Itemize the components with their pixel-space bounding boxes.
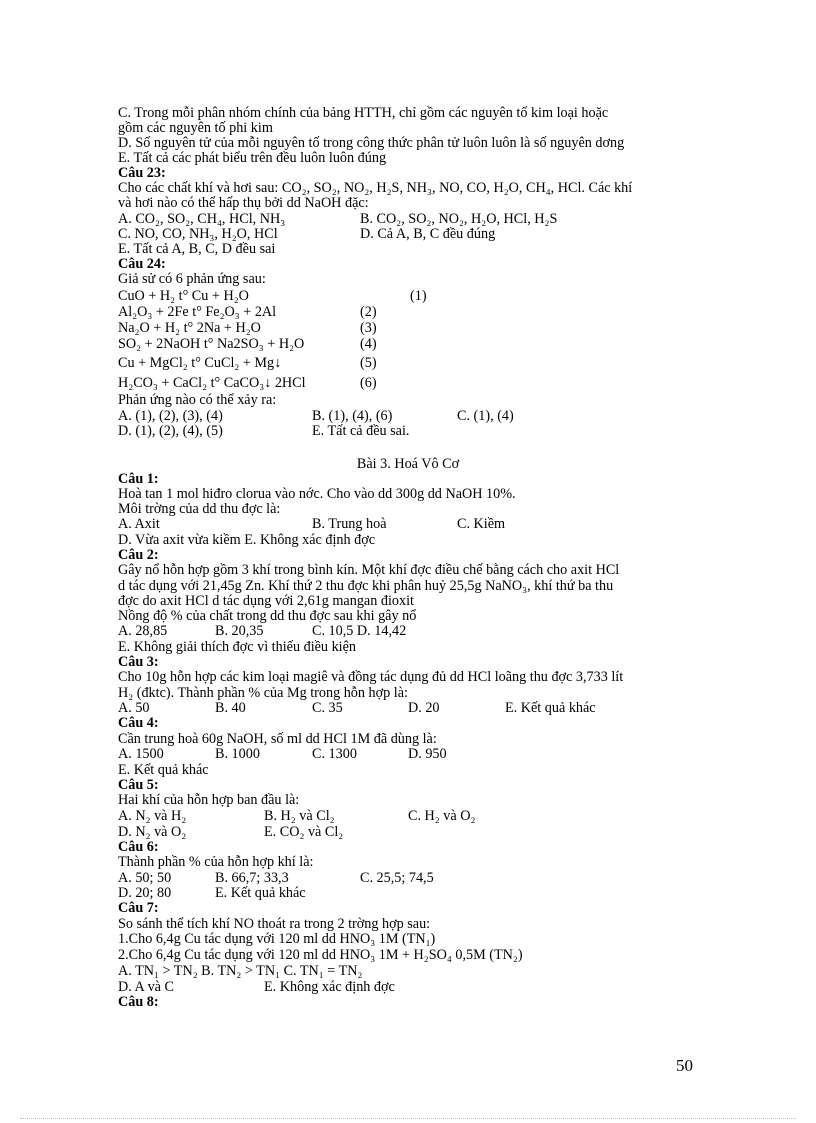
option: D. A và C	[118, 979, 174, 995]
option: E. Không giải thích đợc vì thiếu điều kiện	[118, 639, 357, 655]
reaction-number: (1)	[410, 288, 427, 304]
line: Hai khí của hỗn hợp ban đầu là:	[118, 792, 300, 808]
option: E. Kết quả khác	[118, 762, 209, 778]
option: D. 20; 80	[118, 885, 172, 901]
option: E. Tất cả đều sai.	[312, 423, 410, 439]
line: A. TN₁ > TN₂ B. TN₂ > TN₁ C. TN₁ = TN₂	[118, 963, 363, 979]
option: A. CO₂, SO₂, CH₄, HCl, NH₃	[118, 211, 286, 227]
option: C. (1), (4)	[457, 408, 514, 424]
question-heading: Câu 3:	[118, 654, 159, 670]
option: A. 50; 50	[118, 870, 172, 886]
line: Cho các chất khí và hơi sau: CO₂, SO₂, NO₂, H₂S, NH₃, NO, CO, H₂O, CH₄, HCl. Các khí	[118, 180, 633, 196]
option: B. 20,35	[215, 623, 264, 639]
question-heading: Câu 23:	[118, 165, 166, 181]
option: C. Kiềm	[457, 516, 506, 532]
option: B. H₂ và Cl₂	[264, 808, 335, 824]
question-heading: Câu 4:	[118, 715, 159, 731]
reaction: Al₂O₃ + 2Fe t° Fe₂O₃ + 2Al	[118, 304, 277, 320]
line: Cho 10g hỗn hợp các kim loại magiê và đồng tác dụng đủ dd HCl loãng thu đợc 3,733 lít	[118, 669, 624, 685]
line: Cần trung hoà 60g NaOH, số ml dd HCl 1M đã dùng là:	[118, 731, 437, 747]
option: E. Kết quả khác	[505, 700, 596, 716]
page-border	[20, 1118, 796, 1119]
reaction-number: (5)	[360, 355, 377, 371]
question-heading: Câu 7:	[118, 900, 159, 916]
line: 1.Cho 6,4g Cu tác dụng với 120 ml dd HNO₃ 1M (TN₁)	[118, 931, 436, 947]
option: A. N₂ và H₂	[118, 808, 187, 824]
option: E. Không xác định đợc	[264, 979, 395, 995]
reaction: H₂CO₃ + CaCl₂ t° CaCO₃↓ 2HCl	[118, 375, 306, 391]
line: đợc do axit HCl d tác dụng với 2,61g mangan đioxit	[118, 593, 414, 609]
option: E. Tất cả A, B, C, D đều sai	[118, 241, 276, 257]
line: So sánh thể tích khí NO thoát ra trong 2 trờng hợp sau:	[118, 916, 431, 932]
reaction-number: (6)	[360, 375, 377, 391]
option: C. 35	[312, 700, 343, 716]
line: E. Tất cả các phát biểu trên đều luôn luôn đúng	[118, 150, 387, 166]
option: D. Cả A, B, C đều đúng	[360, 226, 496, 242]
reaction-number: (2)	[360, 304, 377, 320]
question-heading: Câu 6:	[118, 839, 159, 855]
option: D. 20	[408, 700, 440, 716]
line: Hoà tan 1 mol hiđro clorua vào nớc. Cho vào dd 300g dd NaOH 10%.	[118, 486, 516, 502]
line: Gây nổ hỗn hợp gồm 3 khí trong bình kín. Một khí đợc điều chế bằng cách cho axit HCl	[118, 562, 620, 578]
option: B. (1), (4), (6)	[312, 408, 393, 424]
line: Thành phần % của hỗn hợp khí là:	[118, 854, 314, 870]
option: D. 950	[408, 746, 447, 762]
page-number: 50	[676, 1056, 693, 1075]
option: B. 66,7; 33,3	[215, 870, 289, 886]
reaction: SO₂ + 2NaOH t° Na2SO₃ + H₂O	[118, 336, 305, 352]
option: A. Axit	[118, 516, 160, 532]
reaction: Cu + MgCl₂ t° CuCl₂ + Mg↓	[118, 355, 282, 371]
line: D. Số nguyên tử của mỗi nguyên tố trong công thức phân tử luôn luôn là số nguyên dơng	[118, 135, 625, 151]
option: A. 1500	[118, 746, 164, 762]
question-heading: Câu 5:	[118, 777, 159, 793]
option: C. NO, CO, NH₃, H₂O, HCl	[118, 226, 278, 242]
reaction-number: (3)	[360, 320, 377, 336]
question-heading: Câu 2:	[118, 547, 159, 563]
option: C. H₂ và O₂	[408, 808, 476, 824]
option: A. 28,85	[118, 623, 168, 639]
option: B. 40	[215, 700, 246, 716]
option: C. 10,5 D. 14,42	[312, 623, 407, 639]
reaction: CuO + H₂ t° Cu + H₂O	[118, 288, 249, 304]
line: C. Trong mỗi phân nhóm chính của bảng HTTH, chỉ gồm các nguyên tố kim loại hoặc	[118, 105, 609, 121]
line: Giả sử có 6 phản ứng sau:	[118, 271, 266, 287]
line: gồm các nguyên tố phi kim	[118, 120, 273, 136]
option: A. 50	[118, 700, 150, 716]
option: B. Trung hoà	[312, 516, 387, 532]
reaction-number: (4)	[360, 336, 377, 352]
option: D. (1), (2), (4), (5)	[118, 423, 223, 439]
option: B. 1000	[215, 746, 260, 762]
option: C. 1300	[312, 746, 357, 762]
line: và hơi nào có thể hấp thụ bởi dd NaOH đặc:	[118, 195, 369, 211]
line: 2.Cho 6,4g Cu tác dụng với 120 ml dd HNO₃ 1M + H₂SO₄ 0,5M (TN₂)	[118, 947, 523, 963]
section-title: Bài 3. Hoá Vô Cơ	[356, 456, 460, 472]
line: Môi trờng của dd thu đợc là:	[118, 501, 281, 517]
line: Nồng độ % của chất trong dd thu đợc sau khi gây nổ	[118, 608, 417, 624]
option: B. CO₂, SO₂, NO₂, H₂O, HCl, H₂S	[360, 211, 558, 227]
question-heading: Câu 1:	[118, 471, 159, 487]
line: d tác dụng với 21,45g Zn. Khí thứ 2 thu đợc khi phân huỷ 25,5g NaNO₃, khí thứ ba thu	[118, 578, 614, 594]
reaction: Na₂O + H₂ t° 2Na + H₂O	[118, 320, 261, 336]
option: A. (1), (2), (3), (4)	[118, 408, 223, 424]
question-heading: Câu 24:	[118, 256, 166, 272]
option: E. Kết quả khác	[215, 885, 306, 901]
question-heading: Câu 8:	[118, 994, 159, 1010]
option: D. Vừa axit vừa kiềm E. Không xác định đợc	[118, 532, 376, 548]
line: Phản ứng nào có thể xảy ra:	[118, 392, 277, 408]
option: D. N₂ và O₂	[118, 824, 187, 840]
option: C. 25,5; 74,5	[360, 870, 434, 886]
line: H₂ (đktc). Thành phần % của Mg trong hỗn hợp là:	[118, 685, 408, 701]
option: E. CO₂ và Cl₂	[264, 824, 344, 840]
